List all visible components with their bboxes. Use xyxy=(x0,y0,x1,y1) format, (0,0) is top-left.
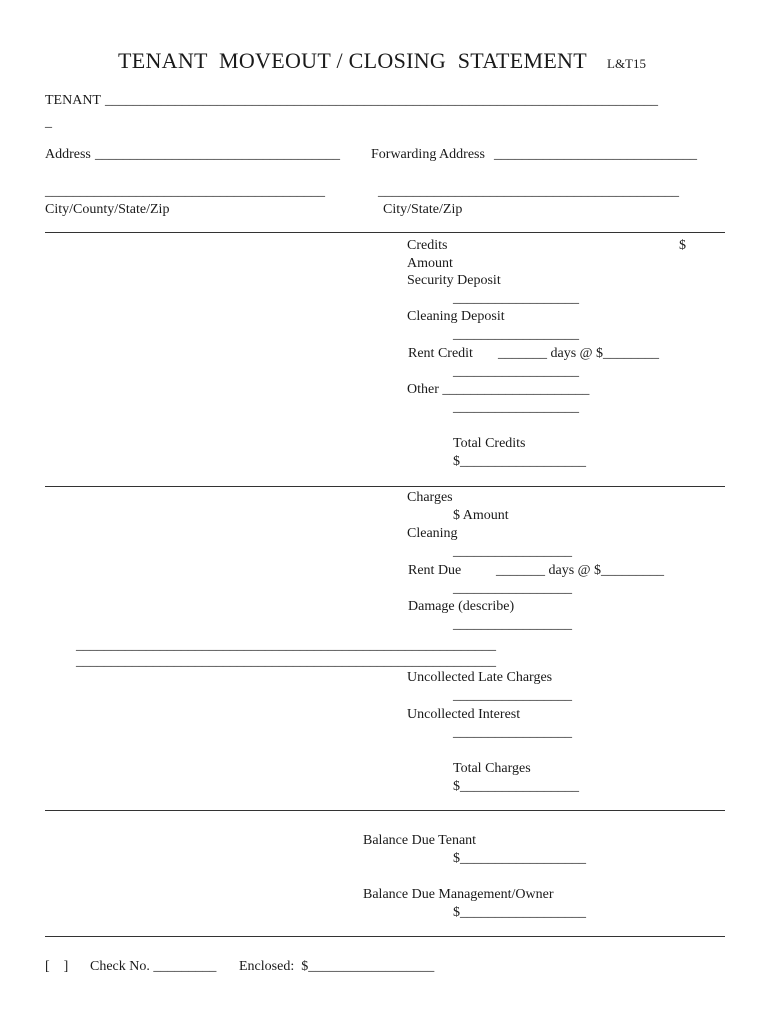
address-field[interactable]: ___________________________________ xyxy=(95,147,340,162)
city-state-label: City/State/Zip xyxy=(383,202,463,217)
cleaning-deposit-label: Cleaning Deposit xyxy=(407,309,505,324)
charges-heading: Charges xyxy=(407,490,453,505)
balance-due-tenant-field[interactable]: $__________________ xyxy=(453,851,586,866)
page-title: TENANT MOVEOUT / CLOSING STATEMENT xyxy=(118,48,587,73)
total-charges-label: Total Charges xyxy=(453,761,531,776)
rent-due-label: Rent Due xyxy=(408,563,462,578)
damage-description-line-2[interactable]: ____________________________________________________________ xyxy=(76,654,496,669)
late-charges-field[interactable]: _________________ xyxy=(453,688,572,703)
rent-due-days-field[interactable]: _______ days @ $_________ xyxy=(496,563,665,578)
section-divider-1 xyxy=(45,232,725,233)
section-divider-3 xyxy=(45,810,725,811)
cleaning-charge-field[interactable]: _________________ xyxy=(453,544,572,559)
other-credit-amount-field[interactable]: __________________ xyxy=(453,400,579,415)
balance-due-owner-label: Balance Due Management/Owner xyxy=(363,887,554,902)
credits-amount-label: Amount xyxy=(407,256,453,271)
total-credits-field[interactable]: $__________________ xyxy=(453,454,586,469)
credits-dollar: $ xyxy=(679,238,686,253)
uncollected-interest-field[interactable]: _________________ xyxy=(453,725,572,740)
rent-credit-field[interactable]: __________________ xyxy=(453,364,579,379)
credits-heading: Credits xyxy=(407,238,448,253)
check-number-field[interactable]: Check No. _________ xyxy=(90,959,217,974)
check-enclosed-checkbox[interactable]: [ ] xyxy=(45,959,69,974)
section-divider-2 xyxy=(45,486,725,487)
damage-label: Damage (describe) xyxy=(408,599,515,614)
address-label: Address xyxy=(45,147,91,162)
total-charges-field[interactable]: $_________________ xyxy=(453,779,579,794)
form-code: L&T15 xyxy=(607,56,646,71)
damage-description-line-1[interactable]: ____________________________________________________________ xyxy=(76,638,496,653)
city-county-label: City/County/State/Zip xyxy=(45,202,170,217)
forwarding-address-field[interactable]: _____________________________ xyxy=(494,147,697,162)
other-credit-field[interactable]: Other _____________________ xyxy=(407,382,590,397)
city-state-field[interactable]: ___________________________________________ xyxy=(378,184,679,199)
rent-due-field[interactable]: _________________ xyxy=(453,581,572,596)
total-credits-label: Total Credits xyxy=(453,436,526,451)
uncollected-interest-label: Uncollected Interest xyxy=(407,707,521,722)
cleaning-deposit-field[interactable]: __________________ xyxy=(453,327,579,342)
tenant-label: TENANT xyxy=(45,93,101,108)
balance-due-owner-field[interactable]: $__________________ xyxy=(453,905,586,920)
security-deposit-label: Security Deposit xyxy=(407,273,501,288)
tenant-field[interactable]: _______________________________________________________________________________ xyxy=(105,93,658,108)
section-divider-4 xyxy=(45,936,725,937)
damage-field[interactable]: _________________ xyxy=(453,617,572,632)
security-deposit-field[interactable]: __________________ xyxy=(453,291,579,306)
enclosed-amount-field[interactable]: Enclosed: $__________________ xyxy=(239,959,435,974)
late-charges-label: Uncollected Late Charges xyxy=(407,670,553,685)
charges-amount-label: $ Amount xyxy=(453,508,509,523)
forwarding-address-label: Forwarding Address xyxy=(371,147,485,162)
city-county-field[interactable]: ________________________________________ xyxy=(45,184,325,199)
balance-due-tenant-label: Balance Due Tenant xyxy=(363,833,477,848)
tenant-field-wrap: _ xyxy=(45,115,52,130)
cleaning-charge-label: Cleaning xyxy=(407,526,458,541)
rent-credit-label: Rent Credit xyxy=(408,346,473,361)
rent-credit-days-field[interactable]: _______ days @ $________ xyxy=(498,346,660,361)
